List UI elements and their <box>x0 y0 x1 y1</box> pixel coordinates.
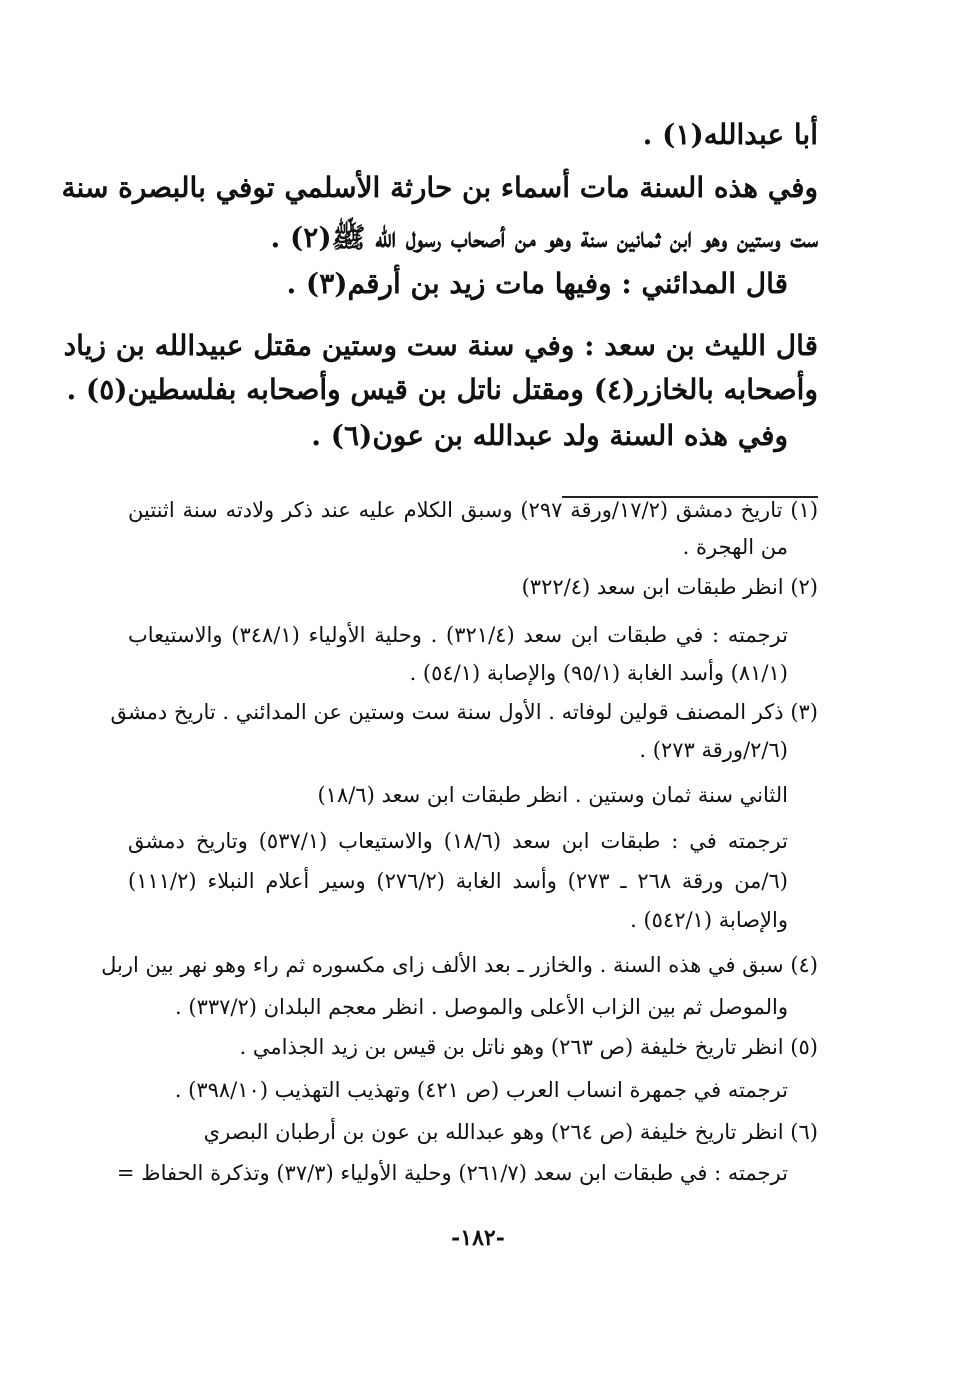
main-line-5: قال الليث بن سعد : وفي سنة ست وستين مقتل عبيدالله بن زياد <box>63 329 818 362</box>
footnote-1-line-1: (١) تاريخ دمشق (١٧/٢/ورقة ٢٩٧) وسبق الكلام عليه عند ذكر ولادته سنة اثنتين <box>128 498 819 522</box>
footnote-6-line-1: (٦) انظر تاريخ خليفة (ص ٢٦٤) وهو عبدالله بن عون بن أرطبان البصري <box>203 1120 818 1144</box>
footnote-2-line-1: (٢) انظر طبقات ابن سعد (٣٢٢/٤) <box>521 575 818 599</box>
footnote-3-line-3: الثاني سنة ثمان وستين . انظر طبقات ابن سعد (١٨/٦) <box>317 783 788 807</box>
main-line-6: وأصحابه بالخازر(٤) ومقتل ناتل بن قيس وأصحابه بفلسطين(٥) . <box>66 373 818 406</box>
footnote-3-line-5: (٦/من ورقة ٢٦٨ ـ ٢٧٣) وأسد الغابة (٢٧٦/٢) وسير أعلام النبلاء (١١١/٢) <box>128 869 788 893</box>
footnote-6-line-2: ترجمته : في طبقات ابن سعد (٢٦١/٧) وحلية الأولياء (٣٧/٣) وتذكرة الحفاظ = <box>116 1161 788 1185</box>
footnote-3-line-2: (٢/٦/ورقة ٢٧٣) . <box>639 738 788 762</box>
footnote-5-line-2: ترجمته في جمهرة انساب العرب (ص ٤٢١) وتهذيب التهذيب (٣٩٨/١٠) . <box>174 1078 788 1102</box>
main-line-3: ست وستين وهو ابن ثمانين سنة وهو من أصحاب رسول الله ﷺ(٢) . <box>270 221 818 254</box>
main-line-1: أبا عبدالله(١) . <box>642 118 818 151</box>
footnote-4-line-1: (٤) سبق في هذه السنة . والخازر ـ بعد الألف زاى مكسوره ثم راء وهو نهر بين اربل <box>101 953 818 977</box>
page-number: -١٨٢- <box>451 1225 505 1251</box>
footnote-4-line-2: والموصل ثم بين الزاب الأعلى والموصل . انظر معجم البلدان (٣٣٧/٢) . <box>175 995 788 1019</box>
footnote-5-line-1: (٥) انظر تاريخ خليفة (ص ٢٦٣) وهو ناتل بن قيس بن زيد الجذامي . <box>239 1035 818 1059</box>
footnote-2-line-3: (٨١/١) وأسد الغابة (٩٥/١) والإصابة (٥٤/١) . <box>409 661 788 685</box>
footnote-3-line-1: (٣) ذكر المصنف قولين لوفاته . الأول سنة ست وستين عن المدائني . تاريخ دمشق <box>110 700 818 724</box>
footnote-1-line-2: من الهجرة . <box>682 535 788 559</box>
footnote-2-line-2: ترجمته : في طبقات ابن سعد (٣٢١/٤) . وحلية الأولياء (٣٤٨/١) والاستيعاب <box>128 623 788 647</box>
footnote-3-line-4: ترجمته في : طبقات ابن سعد (١٨/٦) والاستيعاب (٥٣٧/١) وتاريخ دمشق <box>128 829 788 853</box>
main-line-7: وفي هذه السنة ولد عبدالله بن عون(٦) . <box>311 419 788 452</box>
footnote-3-line-6: والإصابة (٥٤٢/١) . <box>630 908 788 932</box>
main-line-4: قال المدائني : وفيها مات زيد بن أرقم(٣) . <box>286 267 788 300</box>
main-line-2: وفي هذه السنة مات أسماء بن حارثة الأسلمي توفي بالبصرة سنة <box>61 171 818 204</box>
